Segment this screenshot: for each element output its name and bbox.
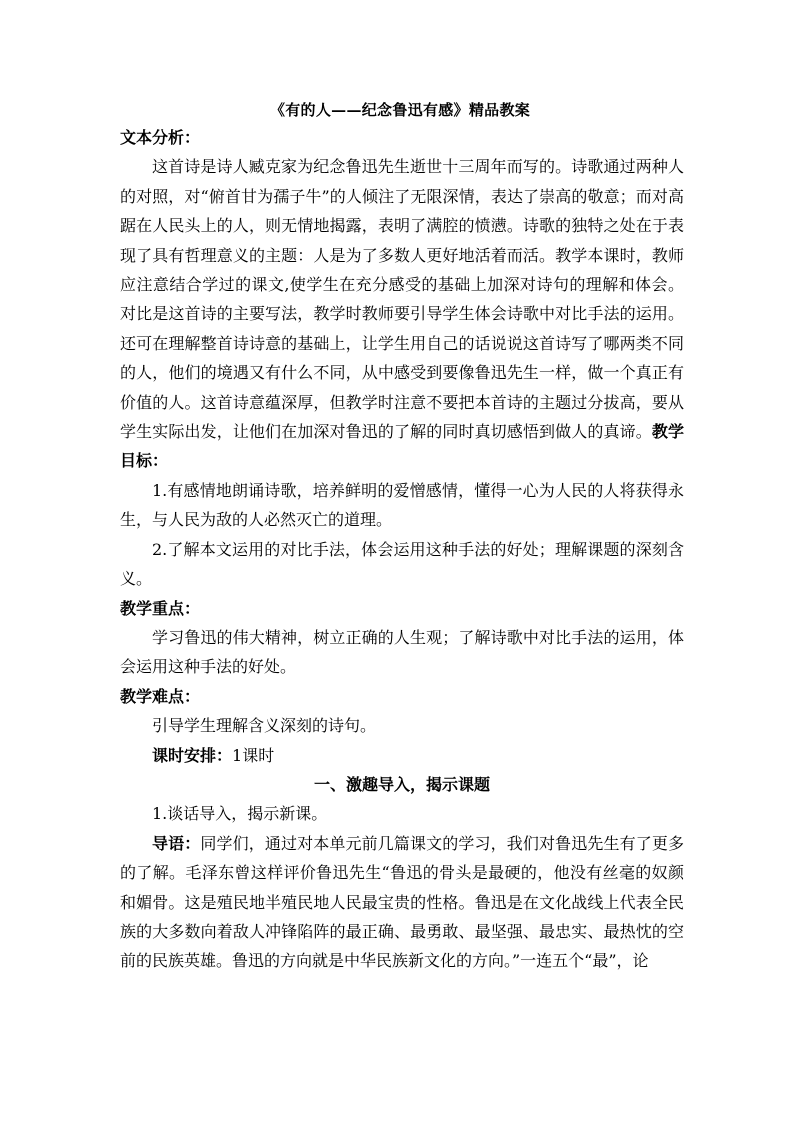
text-analysis-heading: 文本分析： (120, 128, 201, 147)
document-body (120, 123, 684, 976)
goal-item-2: 2.了解本文运用的对比手法，体会运用这种手法的好处；理解课题的深刻含义。 (120, 539, 684, 589)
section-1-guide (120, 829, 684, 976)
key-points-body: 学习鲁迅的伟大精神，树立正确的人生观；了解诗歌中对比手法的运用，体会运用这种手法的好处。 (120, 627, 684, 677)
text-analysis-paragraph (120, 152, 684, 475)
difficulties-body: 引导学生理解含义深刻的诗句。 (152, 716, 377, 736)
difficulties-heading: 教学难点： (120, 686, 201, 706)
goal-item-1: 1.有感情地朗诵诗歌，培养鲜明的爱憎感情，懂得一心为人民的人将获得永生，与人民为敌的人必然灭亡的道理。 (120, 480, 684, 530)
text-analysis-body: 这首诗是诗人臧克家为纪念鲁迅先生逝世十三周年而写的。诗歌通过两种人的对照，对“俯首甘为孺子牛”的人倾注了无限深情，表达了崇高的敬意；而对高踞在人民头上的人，则无情地揭露，表明了满腔的愤懑。诗歌的独特之处在于表现了具有哲理意义的主题：人是为了多数人更好地活着而活。教学本课时，教师应注意结合学过的课文,使学生在充分感受的基础上加深对诗句的理解和体会。对比是这首诗的主要写法，教学时教师要引导学生体会诗歌中对比手法的运用。还可在理解整首诗诗意的基础上，让学生用自己的话说说这首诗写了哪两类不同的人，他们的境遇又有什么不同，从中感受到要像鲁迅先生一样，做一个真正有价值的人。这首诗意蕴深厚，但教学时注意不要把本首诗的主题过分拔高，要从学生实际出发，让他们在加深对鲁迅的了解的同时真切感悟到做人的真谛。 (120, 157, 684, 442)
guide-label: 导语： (152, 833, 201, 853)
guide-text: 同学们，通过对本单元前几篇课文的学习，我们对鲁迅先生有了更多的了解。毛泽东曾这样评价鲁迅先生“鲁迅的骨头是最硬的，他没有丝毫的奴颜和媚骨。这是殖民地半殖民地人民最宝贵的性格。鲁迅是在文化战线上代表全民族的大多数向着敌人冲锋陷阵的最正确、最勇敢、最坚强、最忠实、最热忱的空前的民族英雄。鲁迅的方向就是中华民族新文化的方向。”一连五个“最”，论 (120, 833, 684, 971)
schedule-line (120, 741, 684, 770)
key-points-heading: 教学重点： (120, 598, 201, 618)
section-1-heading: 一、激趣导入，揭示课题 (313, 774, 490, 794)
schedule-value: 1课时 (232, 745, 275, 765)
goals-heading: 教学目标： (120, 422, 684, 471)
document-title: 《有的人——纪念鲁迅有感》精品教案 (269, 101, 531, 119)
section-1-step: 1.谈话导入，揭示新课。 (152, 804, 328, 824)
schedule-label: 课时安排： (152, 745, 233, 765)
